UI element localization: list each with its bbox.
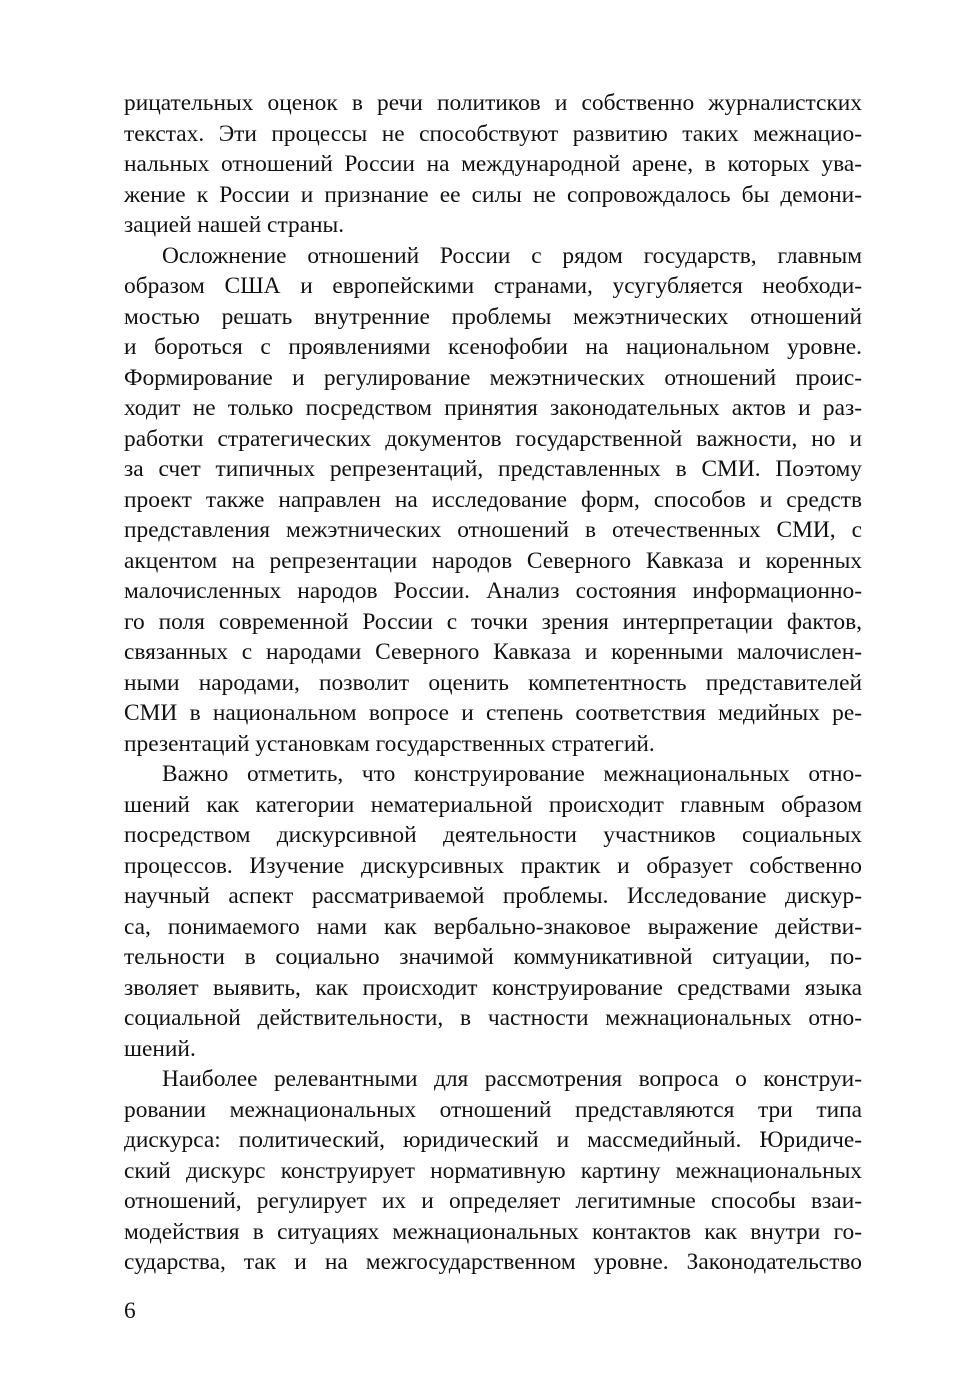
- text-line: социальной действительности, в частности межнациональных отно-: [124, 1005, 862, 1031]
- text-line: тельности в социально значимой коммуникативной ситуации, по-: [124, 944, 862, 970]
- text-line: посредством дискурсивной деятельности участников социальных: [124, 822, 862, 848]
- text-line: го поля современной России с точки зрения интерпретации фактов,: [124, 608, 862, 635]
- text-line: дискурса: политический, юридический и массмедийный. Юридиче-: [124, 1127, 862, 1153]
- text-line: связанных с народами Северного Кавказа и коренными малочислен-: [124, 639, 862, 665]
- text-line: за счет типичных репрезентаций, представленных в СМИ. Поэтому: [124, 456, 862, 482]
- text-line: научный аспект рассматриваемой проблемы. Исследование дискур-: [124, 883, 862, 909]
- text-line: Осложнение отношений России с рядом государств, главным: [162, 242, 862, 269]
- text-line: малочисленных народов России. Анализ состояния информационно-: [124, 578, 862, 604]
- text-line: текстах. Эти процессы не способствуют развитию таких межнацио-: [124, 120, 862, 147]
- text-line: рицательных оценок в речи политиков и собственно журналистских: [124, 90, 862, 116]
- paragraph-4: [124, 1064, 862, 1278]
- text-line: мостью решать внутренние проблемы межэтнических отношений: [124, 303, 862, 330]
- text-line: Наиболее релевантными для рассмотрения вопроса о конструи-: [162, 1066, 862, 1092]
- text-line: зволяет выявить, как происходит конструирование средствами языка: [124, 974, 862, 1001]
- document-body: [124, 88, 862, 1278]
- text-line: работки стратегических документов государственной важности, но и: [124, 425, 862, 452]
- paragraph-3: [124, 759, 862, 1064]
- paragraph-1: [124, 88, 862, 241]
- text-line: сударства, так и на межгосударственном уровне. Законодательство: [124, 1249, 862, 1275]
- text-line: презентаций установкам государственных стратегий.: [124, 730, 655, 757]
- paragraph-2: [124, 241, 862, 760]
- text-line: представления межэтнических отношений в отечественных СМИ, с: [124, 517, 862, 543]
- text-line: СМИ в национальном вопросе и степень соответствия медийных ре-: [124, 700, 862, 726]
- text-line: процессов. Изучение дискурсивных практик и образует собственно: [124, 852, 862, 879]
- text-line: ходит не только посредством принятия законодательных актов и раз-: [124, 395, 862, 421]
- text-line: проект также направлен на исследование форм, способов и средств: [124, 486, 862, 513]
- text-line: модействия в ситуациях межнациональных контактов как внутри го-: [124, 1218, 862, 1245]
- text-line: Важно отметить, что конструирование межнациональных отно-: [162, 761, 862, 787]
- text-line: образом США и европейскими странами, усугубляется необходи-: [124, 273, 862, 299]
- text-line: шений.: [124, 1035, 196, 1062]
- text-line: са, понимаемого нами как вербально-знаковое выражение действи-: [124, 913, 862, 940]
- text-line: шений как категории нематериальной происходит главным образом: [124, 791, 862, 818]
- text-line: ровании межнациональных отношений представляются три типа: [124, 1096, 862, 1123]
- text-line: и бороться с проявлениями ксенофобии на национальном уровне.: [124, 334, 862, 360]
- text-line: ными народами, позволит оценить компетентность представителей: [124, 669, 862, 696]
- text-line: нальных отношений России на международной арене, в которых ува-: [124, 151, 862, 177]
- text-line: Формирование и регулирование межэтнических отношений проис-: [124, 364, 862, 391]
- page-number: 6: [124, 1298, 136, 1324]
- text-line: зацией нашей страны.: [124, 212, 345, 238]
- text-line: жение к России и признание ее силы не сопровождалось бы демони-: [124, 181, 862, 208]
- text-line: ский дискурс конструирует нормативную картину межнациональных: [124, 1157, 862, 1184]
- text-line: отношений, регулирует их и определяет легитимные способы взаи-: [124, 1188, 862, 1214]
- text-line: акцентом на репрезентации народов Северного Кавказа и коренных: [124, 547, 862, 574]
